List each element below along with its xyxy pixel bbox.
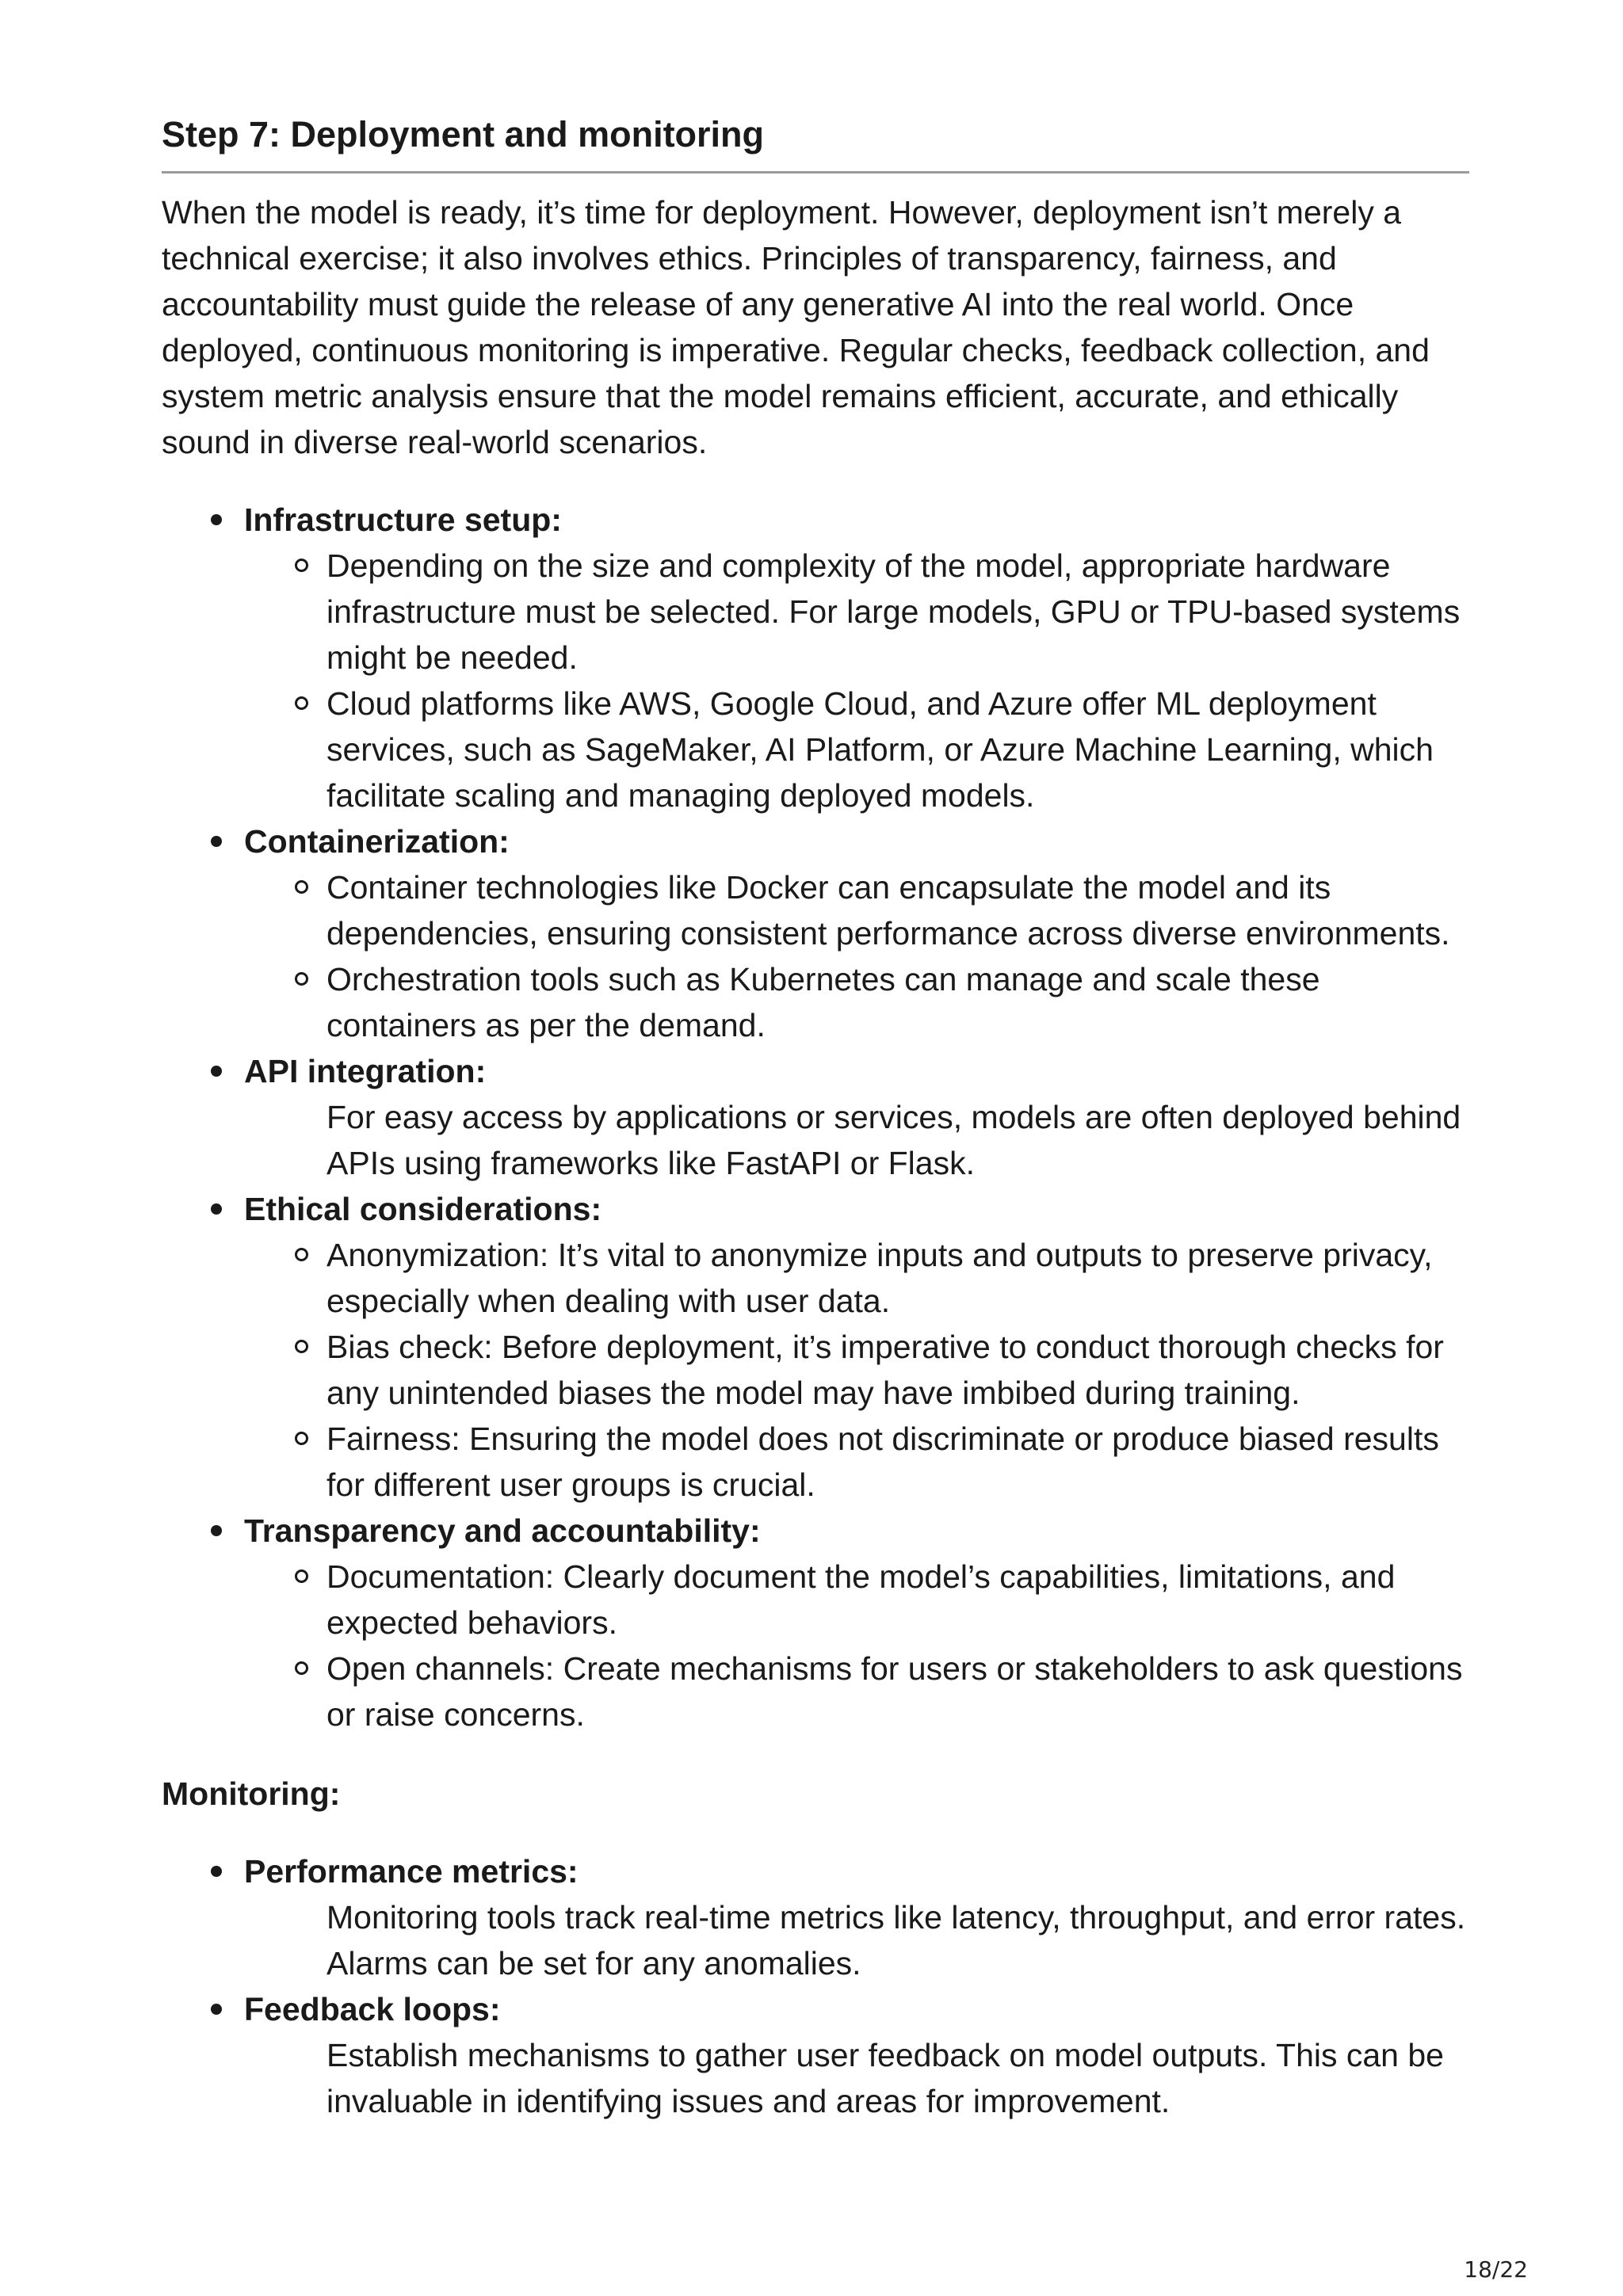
list-item	[162, 1508, 1469, 1737]
sub-list-item: Container technologies like Docker can encapsulate the model and its dependencies, ensuring consistent performance across diverse environments.	[327, 864, 1469, 956]
sub-list-item: Cloud platforms like AWS, Google Cloud, and Azure offer ML deployment services, such as SageMaker, AI Platform, or Azure Machine Learning, which facilitate scaling and managing deployed models.	[327, 681, 1469, 818]
list-item-title: API integration:	[244, 1053, 487, 1089]
list-item-title: Ethical considerations:	[244, 1191, 602, 1227]
list-item	[162, 497, 1469, 818]
sub-list-item: Anonymization: It’s vital to anonymize inputs and outputs to preserve privacy, especially when dealing with user data.	[327, 1232, 1469, 1324]
list-item	[162, 1048, 1469, 1186]
section-heading: Step 7: Deployment and monitoring	[162, 106, 1469, 174]
list-item	[162, 1848, 1469, 1986]
sub-list	[244, 1232, 1469, 1508]
list-item-title: Performance metrics:	[244, 1853, 579, 1890]
page-number: 18/22	[1464, 2256, 1528, 2283]
article-content	[162, 106, 1469, 2124]
sub-list-item: Open channels: Create mechanisms for users or stakeholders to ask questions or raise concerns.	[327, 1646, 1469, 1737]
sub-list	[244, 543, 1469, 818]
list-item-title: Containerization:	[244, 823, 510, 860]
sub-list	[244, 864, 1469, 1048]
sub-list-item: Fairness: Ensuring the model does not discriminate or produce biased results for different user groups is crucial.	[327, 1416, 1469, 1508]
list-item-body: Establish mechanisms to gather user feedback on model outputs. This can be invaluable in identifying issues and areas for improvement.	[327, 2037, 1444, 2119]
intro-paragraph: When the model is ready, it’s time for deployment. However, deployment isn’t merely a technical exercise; it also involves ethics. Principles of transparency, fairness, and accountability must guide the release of any generative AI into the real world. Once deployed, continuous monitoring is imperative. Regular checks, feedback collection, and system metric analysis ensure that the model remains efficient, accurate, and ethically sound in diverse real-world scenarios.	[162, 194, 1430, 460]
deployment-list	[162, 497, 1469, 1737]
monitoring-list	[162, 1848, 1469, 2124]
sub-list-item: Depending on the size and complexity of the model, appropriate hardware infrastructure must be selected. For large models, GPU or TPU-based systems might be needed.	[327, 543, 1469, 681]
list-item-title: Infrastructure setup:	[244, 502, 562, 538]
sub-list-item: Bias check: Before deployment, it’s imperative to conduct thorough checks for any unintended biases the model may have imbibed during training.	[327, 1324, 1469, 1416]
list-item-body: For easy access by applications or services, models are often deployed behind APIs using frameworks like FastAPI or Flask.	[327, 1099, 1461, 1181]
list-item	[162, 1186, 1469, 1508]
sub-list	[244, 1554, 1469, 1737]
list-item-title: Feedback loops:	[244, 1991, 501, 2027]
list-item	[162, 1986, 1469, 2124]
list-item-body: Monitoring tools track real-time metrics like latency, throughput, and error rates. Alarms can be set for any anomalies.	[327, 1899, 1466, 1981]
list-item	[162, 818, 1469, 1048]
monitoring-label: Monitoring:	[162, 1775, 341, 1812]
sub-list-item: Documentation: Clearly document the model’s capabilities, limitations, and expected behaviors.	[327, 1554, 1469, 1646]
list-item-title: Transparency and accountability:	[244, 1512, 761, 1549]
sub-list-item: Orchestration tools such as Kubernetes can manage and scale these containers as per the demand.	[327, 956, 1469, 1048]
